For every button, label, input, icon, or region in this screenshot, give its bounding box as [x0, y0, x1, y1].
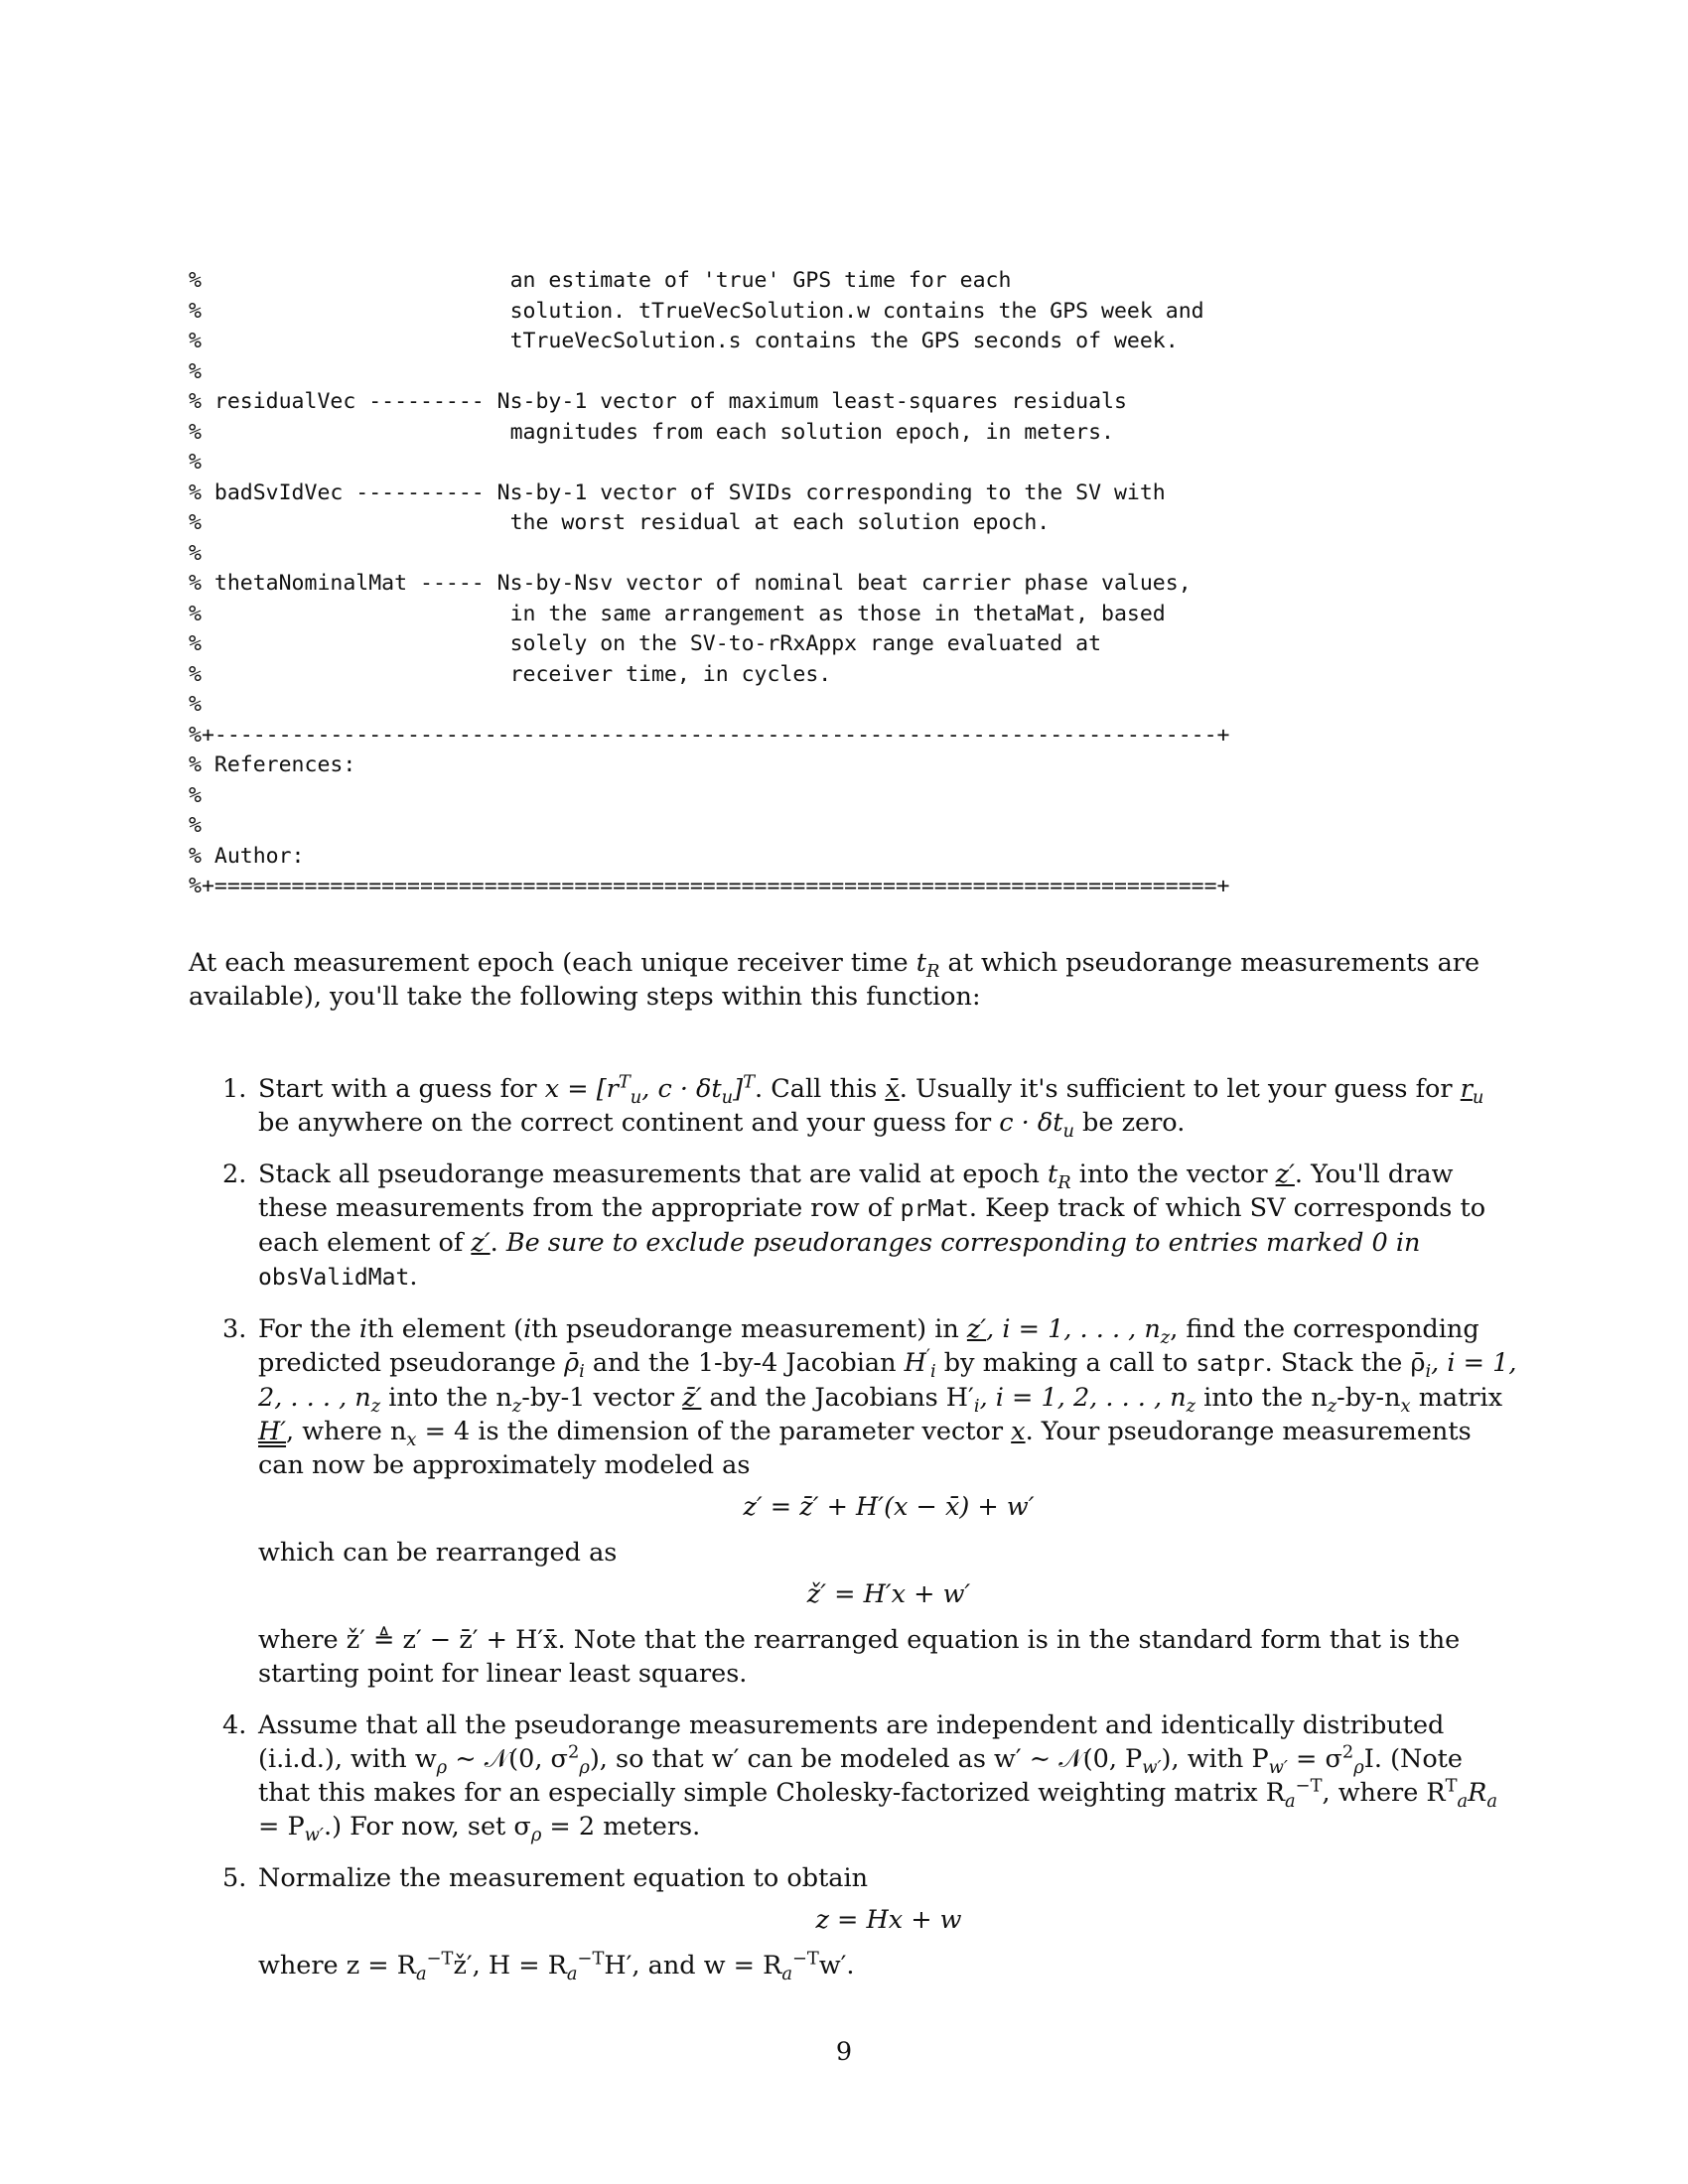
paragraph: where ž′ ≜ z′ − z̄′ + H′x̄. Note that the rearranged equation is in the standard form that is the starting point for linear least squares.: [258, 1625, 1461, 1689]
code-line: % thetaNominalMat ----- Ns-by-Nsv vector of nominal beat carrier phase values,: [189, 571, 1192, 596]
equation: ž′ = H′x + w′: [806, 1579, 971, 1609]
list-item: 1. Start with a guess for $x = [r^T_u$, $c \cdot \delta t_u]^T$. Call this x̄. Usually it's sufficient to let your guess for $r_u$ be anywhere on the correct continent and your guess for $c \cdot \delta t_u$ be zero.: [222, 1071, 1484, 1143]
code-line: % References:: [189, 752, 356, 777]
code-line: % tTrueVecSolution.s contains the GPS seconds of week.: [189, 329, 1179, 353]
equation: z′ = z̄′ + H′(x − x̄) + w′: [743, 1492, 1035, 1522]
code-line: %+------------------------------------------------------------------------------+: [189, 722, 1230, 748]
list-item: 3. For the ith element (ith pseudorange measurement) in z′, i = 1, . . . , $n_z$, find the corresponding predicted pseudorange $\rhō_i$ and the 1-by-4 Jacobian $H'_i$ by making a call to satpr. Stack the $\rhō_i$, i = 1, 2, . . . , $n_z$ into the $n_z-by-1$ vector z̄′ and the Jacobians $H'_i$, i = 1, 2, . . . , $n_z$ into the $n_z-by-n_x$ matrix H′, where $n_x = 4$ is the dimension of the parameter vector x. Your pseudorange measurements can now be approximately modeled as z′ = z̄′ + H′(x − x̄) + w′ which can be rearranged as ž′ = H′x + w′ where ž′ ≜ z′ − z̄′ + H′x̄. Note that the rearranged equation is in the standard form that is the starting point for linear least squares.: [189, 1312, 1519, 1691]
steps-list: [189, 1072, 1519, 2000]
code-line: %: [189, 358, 202, 384]
code-line: % the worst residual at each solution epoch.: [189, 510, 1051, 535]
list-item: 5. Normalize the measurement equation to obtain z = Hx + w where $z = R_a^{-T}ž'$, $H = R_a^{-T}H'$, and $w = R_a^{-T}w'$.: [189, 1861, 1519, 1982]
paragraph: where $z = R_a^{-T}ž'$, $H = R_a^{-T}H'$, and $w = R_a^{-T}w'$.: [258, 1948, 855, 1985]
code-line: % residualVec --------- Ns-by-1 vector of maximum least-squares residuals: [189, 389, 1127, 414]
page-number: 9: [835, 2037, 853, 2067]
paragraph: which can be rearranged as: [258, 1538, 618, 1568]
code-line: % receiver time, in cycles.: [189, 661, 832, 687]
code-block: [189, 266, 1281, 902]
code-line: % in the same arrangement as those in thetaMat, based: [189, 601, 1166, 626]
code-line: %: [189, 813, 202, 838]
code-line: % badSvIdVec ---------- Ns-by-1 vector of SVIDs corresponding to the SV with: [189, 479, 1166, 505]
code-line: %: [189, 540, 202, 566]
list-item: 2. Stack all pseudorange measurements that are valid at epoch $t_R$ into the vector z′. You'll draw these measurements from the appropriate row of prMat. Keep track of which SV corresponds to each element of z′. Be sure to exclude pseudoranges corresponding to entries marked 0 in obsValidMat.: [222, 1160, 1486, 1292]
code-line: %: [189, 692, 202, 717]
intro-paragraph: At each measurement epoch (each unique receiver time $t_R$ at which pseudorange measurements are available), you'll take the following steps within this function:: [189, 948, 1480, 1012]
code-line: % solely on the SV-to-rRxAppx range evaluated at: [189, 631, 1102, 656]
code-line: %: [189, 782, 202, 808]
code-line: %: [189, 450, 202, 475]
code-line: % solution. tTrueVecSolution.w contains the GPS week and: [189, 298, 1204, 324]
code-line: % an estimate of 'true' GPS time for each: [189, 268, 1012, 293]
code-line: % Author:: [189, 843, 305, 869]
list-item: 4. Assume that all the pseudorange measurements are independent and identically distributed (i.i.d.), with $w_\rho$ ∼ 𝒩(0, $\sigma^2_\rho$), so that w′ can be modeled as w′ ∼ 𝒩(0, $P_{w'}$), with $P_{w'} = \sigma^2_\rho I$. (Note that this makes for an especially simple Cholesky-factorized weighting matrix $R_a^{-T}$, where $R^T_aR_a = P_{w'}$.) For now, set $\sigma_\rho = 2$ meters.: [222, 1710, 1498, 1846]
code-line: % magnitudes from each solution epoch, in meters.: [189, 419, 1114, 445]
code-line: %+==============================================================================+: [189, 874, 1230, 898]
equation: z = Hx + w: [815, 1905, 962, 1935]
